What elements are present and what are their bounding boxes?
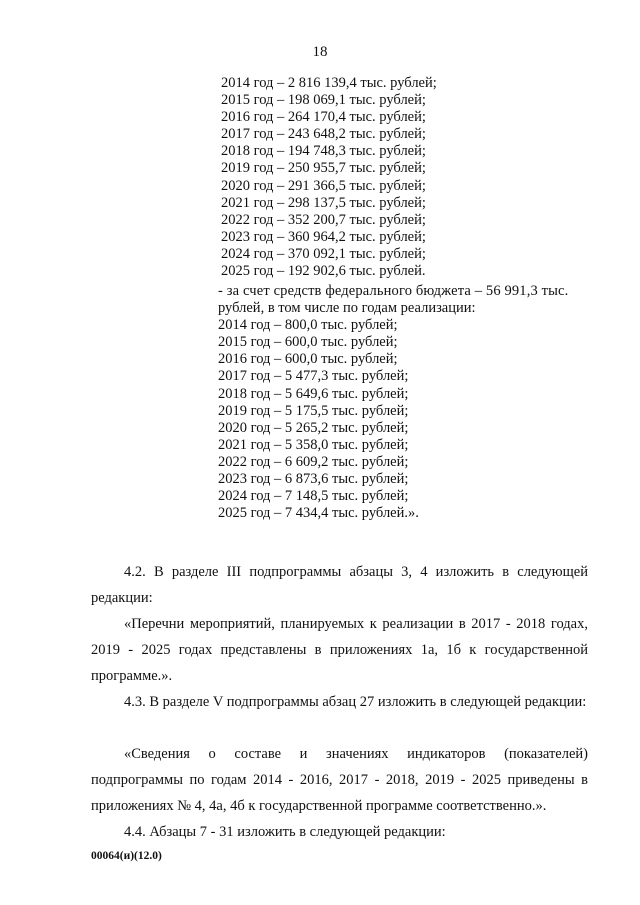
list-item: 2017 год – 5 477,3 тыс. рублей; <box>218 368 409 385</box>
list-item: 2023 год – 360 964,2 тыс. рублей; <box>221 228 426 245</box>
list-item: 2024 год – 370 092,1 тыс. рублей; <box>221 245 426 262</box>
list-item: 2024 год – 7 148,5 тыс. рублей; <box>218 488 409 505</box>
paragraph-4-3: 4.3. В разделе V подпрограммы абзац 27 изложить в следующей редакции: <box>124 694 587 710</box>
list-item: 2025 год – 192 902,6 тыс. рублей. <box>221 263 426 280</box>
federal-intro-line: рублей, в том числе по годам реализации: <box>218 300 476 317</box>
list-item: 2021 год – 5 358,0 тыс. рублей; <box>218 436 409 453</box>
list-item: 2023 год – 6 873,6 тыс. рублей; <box>218 471 409 488</box>
list-item: 2016 год – 600,0 тыс. рублей; <box>218 351 398 368</box>
list-item: 2015 год – 600,0 тыс. рублей; <box>218 334 398 351</box>
list-item: 2015 год – 198 069,1 тыс. рублей; <box>221 92 426 109</box>
list-item: 2016 год – 264 170,4 тыс. рублей; <box>221 109 426 126</box>
list-item: 2014 год – 2 816 139,4 тыс. рублей; <box>221 75 437 91</box>
list-item: 2021 год – 298 137,5 тыс. рублей; <box>221 194 426 211</box>
funding-list-total <box>221 75 437 280</box>
page-number: 18 <box>312 44 328 60</box>
list-item: 2019 год – 250 955,7 тыс. рублей; <box>221 160 426 177</box>
paragraph-4-4: 4.4. Абзацы 7 - 31 изложить в следующей редакции: <box>124 824 446 840</box>
list-item: 2022 год – 6 609,2 тыс. рублей; <box>218 453 409 470</box>
list-item: 2017 год – 243 648,2 тыс. рублей; <box>221 126 426 143</box>
funding-list-federal <box>218 283 568 522</box>
paragraph-4-2: 4.2. В разделе III подпрограммы абзацы 3, 4 изложить в следующей редакции: <box>91 564 588 606</box>
list-item: 2020 год – 291 366,5 тыс. рублей; <box>221 177 426 194</box>
list-item: 2019 год – 5 175,5 тыс. рублей; <box>218 402 409 419</box>
document-code: 00064(и)(12.0) <box>91 850 162 862</box>
list-item: 2022 год – 352 200,7 тыс. рублей; <box>221 211 426 228</box>
quote-4-3: «Сведения о составе и значениях индикаторов (показателей) подпрограммы по годам 2014 - 2016, 2017 - 2018, 2019 - 2025 приведены в приложениях № 4, 4а, 4б к государственной программе соответственно.». <box>91 746 588 814</box>
list-item: 2018 год – 5 649,6 тыс. рублей; <box>218 385 409 402</box>
list-item: 2025 год – 7 434,4 тыс. рублей.». <box>218 505 419 522</box>
list-item: 2018 год – 194 748,3 тыс. рублей; <box>221 143 426 160</box>
list-item: 2014 год – 800,0 тыс. рублей; <box>218 317 398 334</box>
list-item: 2020 год – 5 265,2 тыс. рублей; <box>218 419 409 436</box>
federal-intro-line: - за счет средств федерального бюджета – 56 991,3 тыс. <box>218 283 569 299</box>
quote-4-2: «Перечни мероприятий, планируемых к реализации в 2017 - 2018 годах, 2019 - 2025 годах представлены в приложениях 1а, 1б к государственной программе.». <box>91 616 588 684</box>
